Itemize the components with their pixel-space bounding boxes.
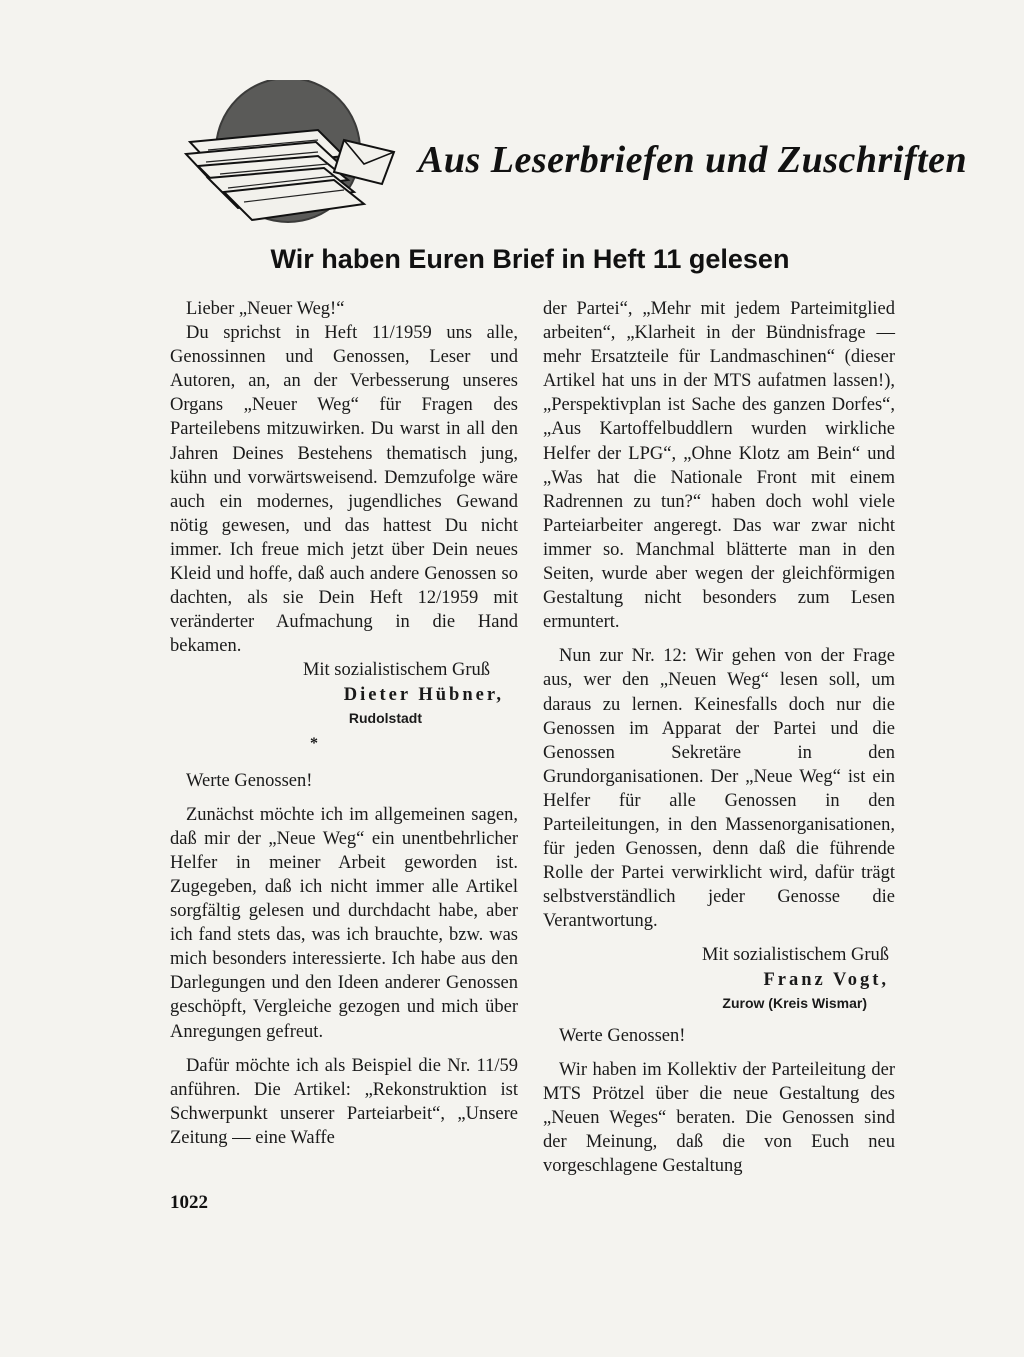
section-title: Aus Leserbriefen und Zuschriften xyxy=(418,139,968,181)
left-column xyxy=(170,297,518,1150)
letter3-salutation: Werte Genossen! xyxy=(559,1025,686,1046)
right-column xyxy=(543,297,895,1178)
letter2-salutation: Werte Genossen! xyxy=(186,770,313,791)
letter3-body: Wir haben im Kollektiv der Parteileitung der MTS Prötzel über die neue Gestaltung des „Neuen Weges“ beraten. Die Genossen sind der Meinung, daß die von Euch neu vorgeschlagene Gestaltung xyxy=(543,1059,895,1177)
letters-stack-icon xyxy=(168,80,408,230)
letter2-author: Franz Vogt, xyxy=(763,969,889,990)
letter2-paragraph-1: Zunächst möchte ich im allgemeinen sagen, daß mir der „Neue Weg“ ein unentbehrlicher Helfer in meiner Arbeit geworden ist. Zugegeben, daß ich nicht immer alle Artikel sorgfältig gelesen und durchdacht habe, aber ich fand stets das, was ich brauchte, bzw. was mich besonders interessierte. Ich habe aus den Darlegungen und den Ideen anderer Genossen geschöpft, Vergleiche gezogen und mich über Anregungen gefreut. xyxy=(170,804,518,1042)
letter-separator: * xyxy=(310,734,318,752)
letter1-author: Dieter Hübner, xyxy=(343,684,504,705)
article-headline: Wir haben Euren Brief in Heft 11 gelesen xyxy=(270,244,790,274)
page-number: 1022 xyxy=(170,1192,208,1213)
letter2-paragraph-2-start: Dafür möchte ich als Beispiel die Nr. 11/59 anführen. Die Artikel: „Rekonstruktion ist Schwerpunkt unserer Parteiarbeit“, „Unsere Zeitung — eine Waffe xyxy=(170,1055,518,1148)
letter2-paragraph-3: Nun zur Nr. 12: Wir gehen von der Frage aus, wer den „Neuen Weg“ lesen soll, um daraus zu lernen. Keinesfalls doch nur die Genossen im Apparat der Partei und die Genossen Sekretäre in den Grundorganisationen. Der „Neue Weg“ ist ein Helfer für alle Genossen in den Parteileitungen, in den Massenorganisationen, für jeden Genossen, denn daß die führende Rolle der Partei verwirklicht wird, dafür trägt selbstverständlich jeder Genosse die Verantwortung. xyxy=(543,646,895,932)
letter2-signoff: Mit sozialistischem Gruß xyxy=(701,945,889,966)
letter1-salutation: Lieber „Neuer Weg!“ xyxy=(186,299,345,319)
letter1-body: Du sprichst in Heft 11/1959 uns alle, Genossinnen und Genossen, Leser und Autoren, an, an der Verbesserung unseres Organs „Neuer Weg“ für Fragen des Parteilebens mitzuwirken. Du warst in all den Jahren Deines Bestehens thematisch jung, kühn und vorwärtsweisend. Demzufolge wäre auch ein modernes, jugendliches Gewand nötig gewesen, und das hattest Du nicht immer. Ich freue mich jetzt über Dein neues Kleid und hoffe, daß auch andere Genossen so dachten, als sie Dein Heft 12/1959 mit veränderter Aufmachung in die Hand bekamen. xyxy=(170,323,518,657)
letter1-signoff: Mit sozialistischem Gruß xyxy=(302,660,490,681)
letter2-place: Zurow (Kreis Wismar) xyxy=(722,994,867,1011)
letter2-paragraph-2-continued: der Partei“, „Mehr mit jedem Parteimitglied arbeiten“, „Klarheit in der Bündnisfrage — mehr Ersatzteile für Landmaschinen“ (dieser Artikel hat uns in der MTS aufatmen lassen!), „Perspektivplan ist Sache des ganzen Dorfes“, „Aus Kartoffelbuddlern wurden wirkliche Helfer der LPG“, „Ohne Klotz am Bein“ und „Was hat die Nationale Front mit einem Radrennen zu tun?“ haben doch wohl viele Parteiarbeiter angeregt. Das war zwar nicht immer so. Manchmal blätterte man in den Seiten, wurde aber wegen der gleichförmigen Gestaltung nicht besonders zum Lesen ermuntert. xyxy=(543,299,895,633)
letter1-place: Rudolstadt xyxy=(348,709,422,726)
